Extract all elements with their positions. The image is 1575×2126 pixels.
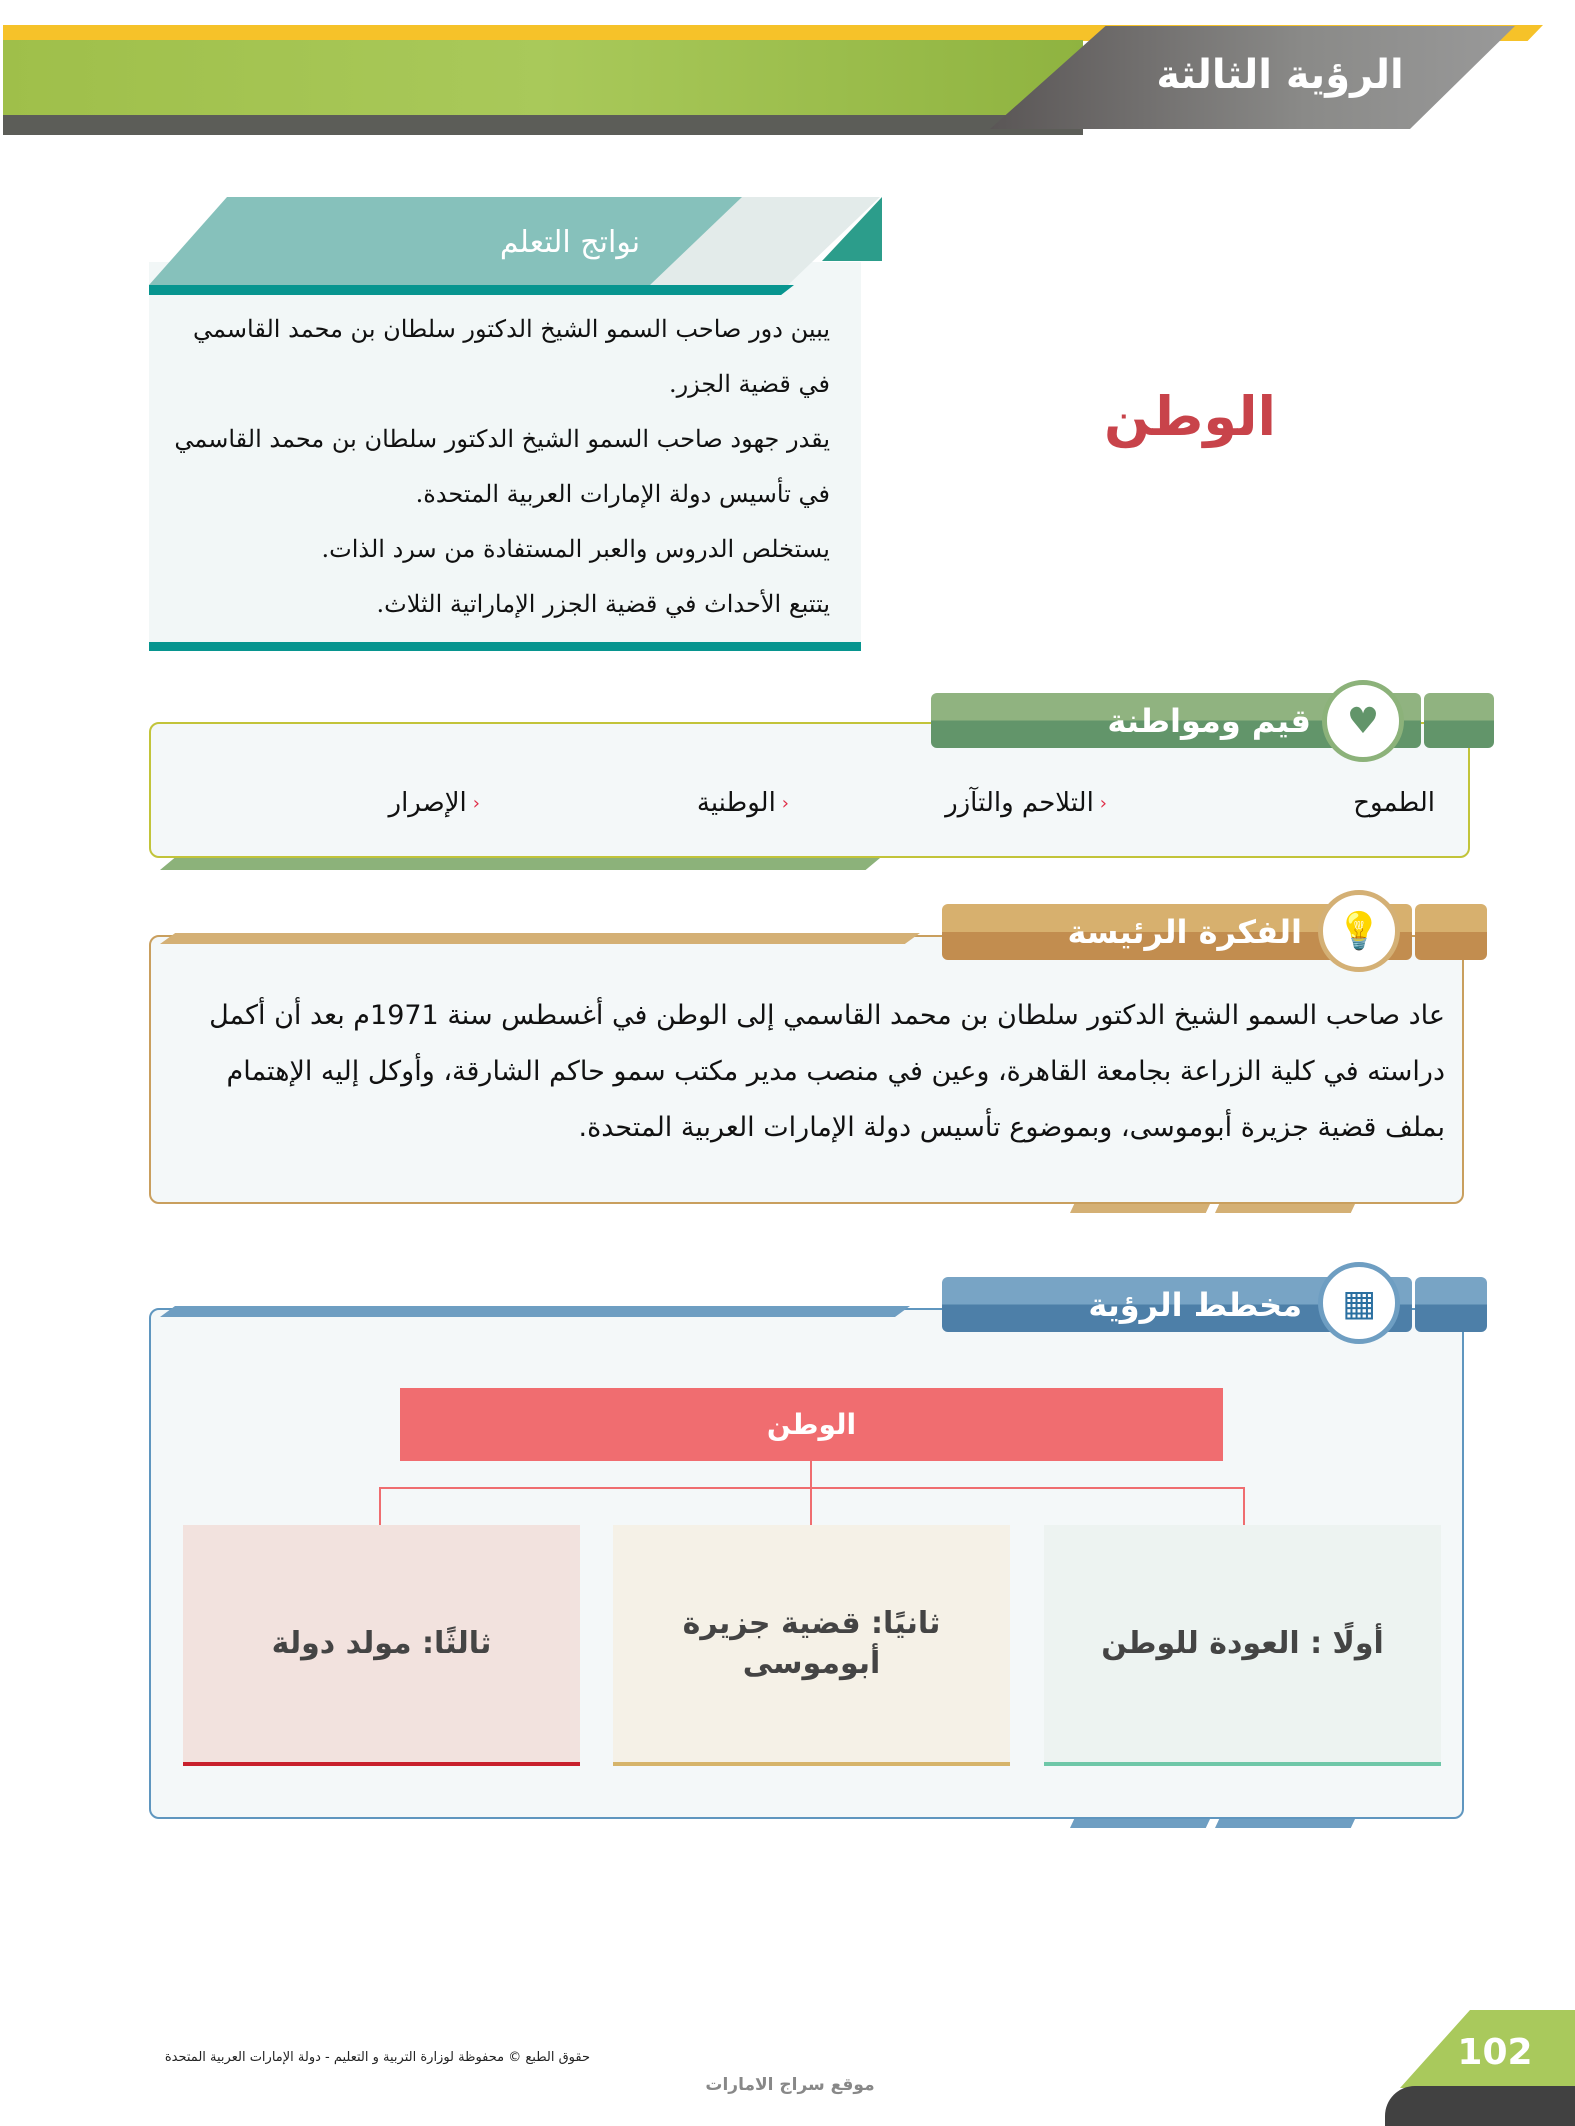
main-idea-under-strip [1070, 1204, 1210, 1213]
page-corner [1385, 2086, 1575, 2126]
main-idea-text: عاد صاحب السمو الشيخ الدكتور سلطان بن محمد القاسمي إلى الوطن في أغسطس سنة 1971م بعد أن أكمل دراسته في كلية الزراعة بجامعة القاهرة، وعين في منصب مدير مكتب سمو حاكم الشارقة، وأوكل إليه الإهتمام بملف قضية جزيرة أبوموسى، وبموضوع تأسيس دولة الإمارات العربية المتحدة. [209, 1000, 1445, 1143]
learning-outcomes-list [160, 302, 830, 632]
values-header-accent [1424, 693, 1494, 748]
value-label: الطموح [1353, 788, 1435, 818]
plan-header-accent [1415, 1277, 1487, 1332]
plan-node-first: أولًا : العودة للوطن [1044, 1525, 1441, 1766]
outcome-item: يستخلص الدروس والعبر المستفادة من سرد الذات. [321, 535, 830, 563]
plan-strip [160, 1306, 910, 1317]
connector-line [379, 1487, 1245, 1489]
learning-outcomes-bar [149, 285, 794, 295]
value-label: التلاحم والتآزر [945, 788, 1094, 818]
outcome-item: يقدر جهود صاحب السمو الشيخ الدكتور سلطان بن محمد القاسمي في تأسيس دولة الإمارات العربية المتحدة. [174, 425, 830, 508]
building-plan-icon: ▦ [1318, 1262, 1400, 1344]
learning-outcomes-bottom-bar [149, 642, 861, 651]
value-item [697, 788, 789, 818]
value-item [1353, 788, 1435, 818]
watermark-text: موقع سراج الامارات [705, 2075, 875, 2095]
plan-root-node: الوطن [400, 1388, 1223, 1461]
plan-node-third: ثالثًا: مولد دولة [183, 1525, 580, 1766]
main-idea-title: الفكرة الرئيسة [1067, 913, 1302, 951]
section-title: الرؤية الثالثة [1156, 52, 1404, 98]
heart-hand-icon: ♥ [1322, 680, 1404, 762]
main-idea-header-accent [1415, 904, 1487, 960]
page-number: 102 [1457, 2032, 1533, 2073]
chevron-icon: ‹ [472, 792, 480, 814]
value-label: الإصرار [388, 788, 467, 818]
chevron-icon: ‹ [781, 792, 789, 814]
connector-line [810, 1461, 812, 1525]
header-green-band [3, 40, 1083, 116]
header-dark-strip [3, 115, 1083, 135]
values-title: قيم ومواطنة [1107, 701, 1311, 740]
main-idea-under-strip [1215, 1204, 1355, 1213]
chevron-icon: ‹ [1099, 792, 1107, 814]
plan-node-second: ثانيًا: قضية جزيرة أبوموسى [613, 1525, 1010, 1766]
plan-under-strip [1215, 1819, 1355, 1828]
copyright-text: حقوق الطبع © محفوظة لوزارة التربية و التعليم - دولة الإمارات العربية المتحدة [164, 2050, 590, 2065]
connector-line [379, 1487, 381, 1525]
connector-line [1243, 1487, 1245, 1525]
plan-title: مخطط الرؤية [1088, 1285, 1302, 1324]
values-under-strip [160, 858, 880, 870]
topic-title: الوطن [1103, 385, 1277, 448]
plan-under-strip [1070, 1819, 1210, 1828]
value-item [945, 788, 1107, 818]
value-item [389, 788, 480, 818]
main-idea-strip [160, 933, 920, 944]
learning-outcomes-title: نواتج التعلم [499, 225, 641, 260]
value-label: الوطنية [696, 788, 776, 818]
lightbulb-icon: 💡 [1318, 890, 1400, 972]
outcome-item: يبين دور صاحب السمو الشيخ الدكتور سلطان بن محمد القاسمي في قضية الجزر. [193, 315, 830, 398]
outcome-item: يتتبع الأحداث في قضية الجزر الإماراتية الثلاث. [376, 590, 830, 618]
